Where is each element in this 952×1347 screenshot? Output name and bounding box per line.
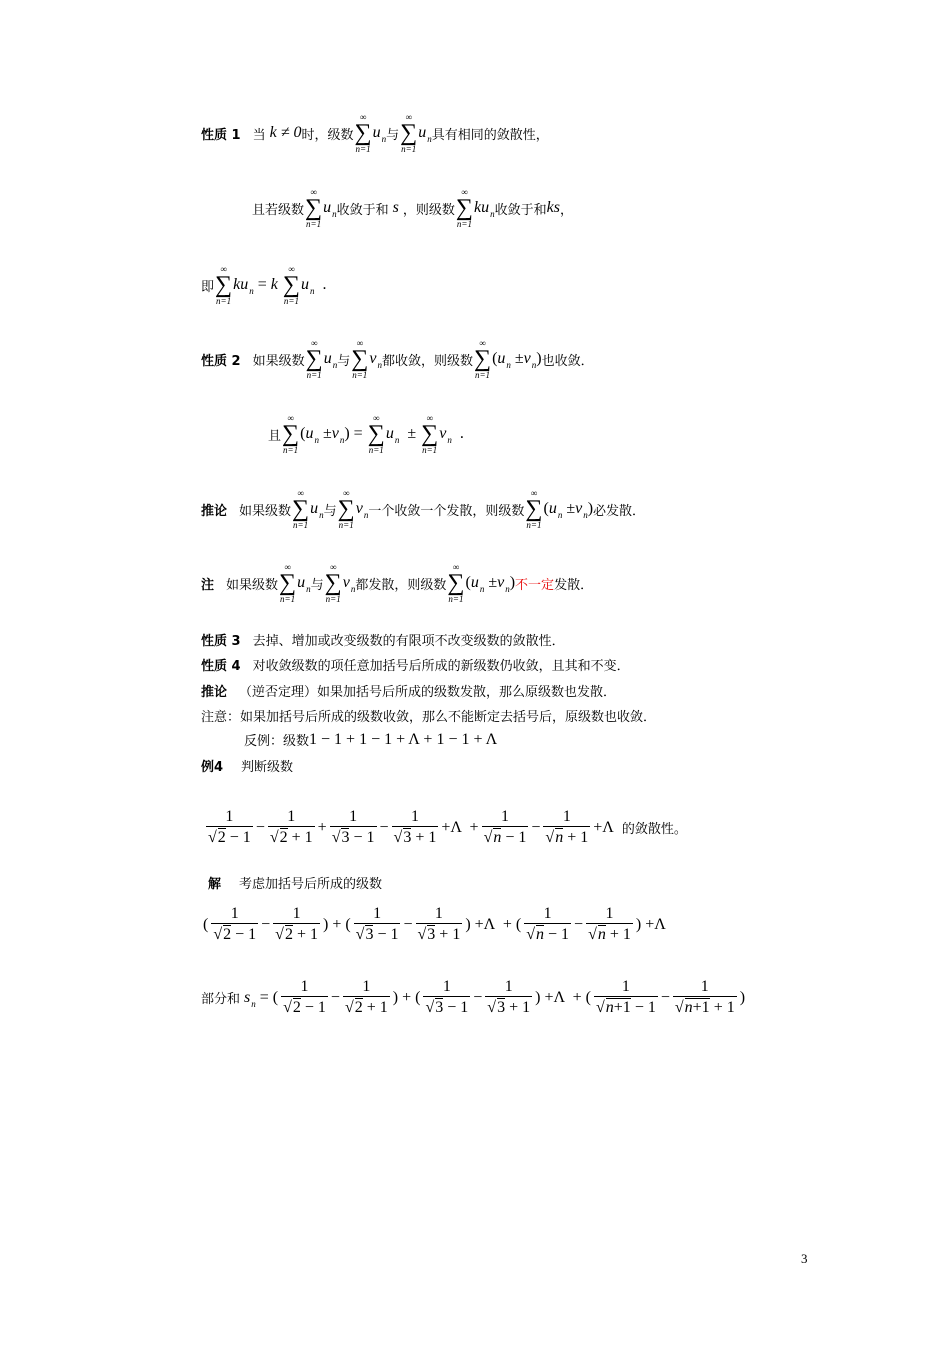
text: 注意：如果加括号后所成的级数收敛，那么不能断定去括号后，原级数也收敛． [201,710,657,725]
emphasis-text: 不一定 [515,577,555,593]
fraction: $\frac{1}{√n - 1}$ [526,905,570,943]
text: 当 [252,127,266,143]
note-label: 注 [201,577,215,593]
fraction: $\frac{1}{√2 - 1}$ [208,808,251,846]
sum-symbol: ∞ ∑ n=1 [354,112,372,154]
property-1-line [201,112,549,154]
page-number: 3 [801,1251,808,1266]
text: 且若级数 [252,202,305,218]
math-ks: ks [546,199,560,216]
text: 考虑加括号后所成的级数 [239,877,383,892]
property-4-line [201,655,630,674]
fraction: $\frac{1}{√3 - 1}$ [331,808,375,846]
math-s: s [388,199,403,216]
fraction: $\frac{1}{√3 + 1}$ [417,905,461,943]
fraction: $\frac{1}{√3 - 1}$ [425,978,469,1016]
fraction: $\frac{1}{√2 + 1}$ [269,808,313,846]
corollary-2-label: 推论 [201,685,228,700]
text: 都收敛，则级数 [381,353,473,369]
math-vn: $v_n$ [355,500,369,520]
math-period: . [451,425,464,442]
sum-symbol: ∞ ∑ n=1 [367,413,385,455]
fraction: $\frac{1}{√n + 1}$ [588,905,631,943]
solution-line [208,873,382,892]
text: 的敛散性。 [621,822,687,837]
property-4-label: 性质 4 [201,659,241,674]
sum-symbol: ∞ ∑ n=1 [473,338,492,380]
math-vn: $v_n$ [342,574,356,594]
math-pm: ± [399,425,421,442]
math-un: $u_n$ [418,124,432,144]
math-sn: $s_n$ [240,988,256,1009]
math-un: $u_n$ [323,199,337,219]
fraction: $\frac{1}{√n+1 - 1}$ [596,978,656,1016]
property-2-label: 性质 2 [201,353,241,369]
text: 收敛于和 [494,202,547,218]
text: 与 [310,577,324,593]
math-un: $u_n$ [300,276,315,296]
partial-sum-line: 部分和 $s_n$ = ( $\frac{1}{√2 - 1}$ − $\frac{1}{√2 + 1}$ ) + ( $\frac{1}{√3 - 1}$ − $\frac{1}{√3 + 1}$ ) +Λ + ( $\frac{1}{√n+1 - 1}$ − $\frac{1}{√n+1 + 1}$ ) [201,978,746,1016]
sum-symbol: ∞ ∑ n=1 [215,264,233,306]
text: ， [559,202,573,218]
property-1-line-2 [252,187,573,229]
property-3-label: 性质 3 [201,634,241,649]
property-2-line-2 [268,413,464,455]
counterexample-line [244,730,497,749]
example-4-line [201,756,293,775]
text: 如果级数 [252,353,305,369]
sum-symbol: ∞ ∑ n=1 [421,413,439,455]
fraction: $\frac{1}{√3 + 1}$ [393,808,437,846]
example-4-label: 例4 [201,760,224,775]
math-series: 1 − 1 + 1 − 1 + Λ + 1 − 1 + Λ [309,730,498,748]
math-un: $u_n$ [310,500,324,520]
grouped-series: ( $\frac{1}{√2 - 1}$ − $\frac{1}{√2 + 1}$ ) + ( $\frac{1}{√3 - 1}$ − $\frac{1}{√3 + 1}$ ) +Λ + ( $\frac{1}{√n - 1}$ − $\frac{1}{√n + 1}$ ) +Λ [203,905,666,943]
sum-symbol: ∞ ∑ n=1 [455,187,473,229]
fraction: $\frac{1}{√2 - 1}$ [283,978,326,1016]
sum-symbol: ∞ ∑ n=1 [525,488,543,530]
text: 判断级数 [241,760,294,775]
text: 反例：级数 [244,734,310,749]
text: 且 [268,428,282,444]
text: 时，级数 [301,127,354,143]
property-1-line-3 [201,264,326,306]
sum-symbol: ∞ ∑ n=1 [337,488,355,530]
property-1-label: 性质 1 [201,127,241,143]
text: 收敛于和 [336,202,389,218]
math-un: $u_n$ [372,124,387,144]
sum-symbol: ∞ ∑ n=1 [292,488,310,530]
text: 具有相同的敛散性， [431,127,549,143]
sum-symbol: ∞ ∑ n=1 [400,112,418,154]
sum-symbol: ∞ ∑ n=1 [447,562,465,604]
corollary-label: 推论 [201,503,228,519]
fraction: $\frac{1}{√n+1 + 1}$ [674,978,735,1016]
text: 部分和 [201,992,241,1007]
sum-symbol: ∞ ∑ n=1 [282,264,300,306]
math-un-pm-vn: $(u_n \pm v_n)$ [492,350,542,370]
math-k: k ≠ 0 [265,124,302,141]
text: 都发散，则级数 [355,577,447,593]
text: 与 [337,353,351,369]
text: 如果级数 [239,503,292,519]
text: 发散． [554,577,594,593]
corollary-line [201,488,645,530]
attention-line [201,706,656,725]
text: 对收敛级数的项任意加括号后所成的新级数仍收敛，且其和不变． [252,659,630,674]
math-period: . [314,276,327,293]
math-kun: $ku_n$ [233,276,254,296]
sum-symbol: ∞ ∑ n=1 [351,338,369,380]
fraction: $\frac{1}{√2 + 1}$ [275,905,318,943]
sum-symbol: ∞ ∑ n=1 [305,338,323,380]
property-2-line [201,338,594,380]
text: （逆否定理）如果加括号后所成的级数发散，那么原级数也发散． [239,685,617,700]
text: 一个收敛一个发散，则级数 [368,503,525,519]
corollary-2-line [201,681,616,700]
fraction: $\frac{1}{√n + 1}$ [545,808,589,846]
text: ，则级数 [402,202,455,218]
text: 如果级数 [226,577,279,593]
math-un-pm-vn: $(u_n \pm v_n)$ [465,574,516,594]
math-un: $u_n$ [323,350,338,370]
text: 与 [323,503,337,519]
fraction: $\frac{1}{√2 - 1}$ [213,905,257,943]
solution-label: 解 [208,877,222,892]
math-kun: $ku_n$ [474,199,495,219]
fraction: $\frac{1}{√3 + 1}$ [487,978,531,1016]
text: 必发散． [593,503,646,519]
math-un-pm-vn: $(u_n \pm v_n)$ = [300,425,367,445]
example-4-series: $\frac{1}{√2 - 1}$ − $\frac{1}{√2 + 1}$ + $\frac{1}{√3 - 1}$ − $\frac{1}{√3 + 1}$ +Λ + $\frac{1}{√n - 1}$ − $\frac{1}{√n + 1}$ +Λ 的敛散性。 [208,808,687,846]
sum-symbol: ∞ ∑ n=1 [282,413,300,455]
text: 去掉、增加或改变级数的有限项不改变级数的敛散性． [252,634,565,649]
fraction: $\frac{1}{√3 - 1}$ [355,905,399,943]
sum-symbol: ∞ ∑ n=1 [279,562,297,604]
property-3-line [201,630,565,649]
math-eq: = k [253,276,278,293]
fraction: $\frac{1}{√n - 1}$ [483,808,527,846]
math-vn: $v_n$ [439,425,452,445]
text: 与 [386,127,400,143]
fraction: $\frac{1}{√2 + 1}$ [344,978,388,1016]
math-vn: $v_n$ [369,350,382,370]
text: 也收敛． [541,353,594,369]
text: 即 [201,279,215,295]
sum-symbol: ∞ ∑ n=1 [305,187,323,229]
sum-symbol: ∞ ∑ n=1 [324,562,342,604]
math-un-pm-vn: $(u_n \pm v_n)$ [543,500,594,520]
note-line [201,562,593,604]
math-un: $u_n$ [385,425,400,445]
math-un: $u_n$ [297,574,311,594]
